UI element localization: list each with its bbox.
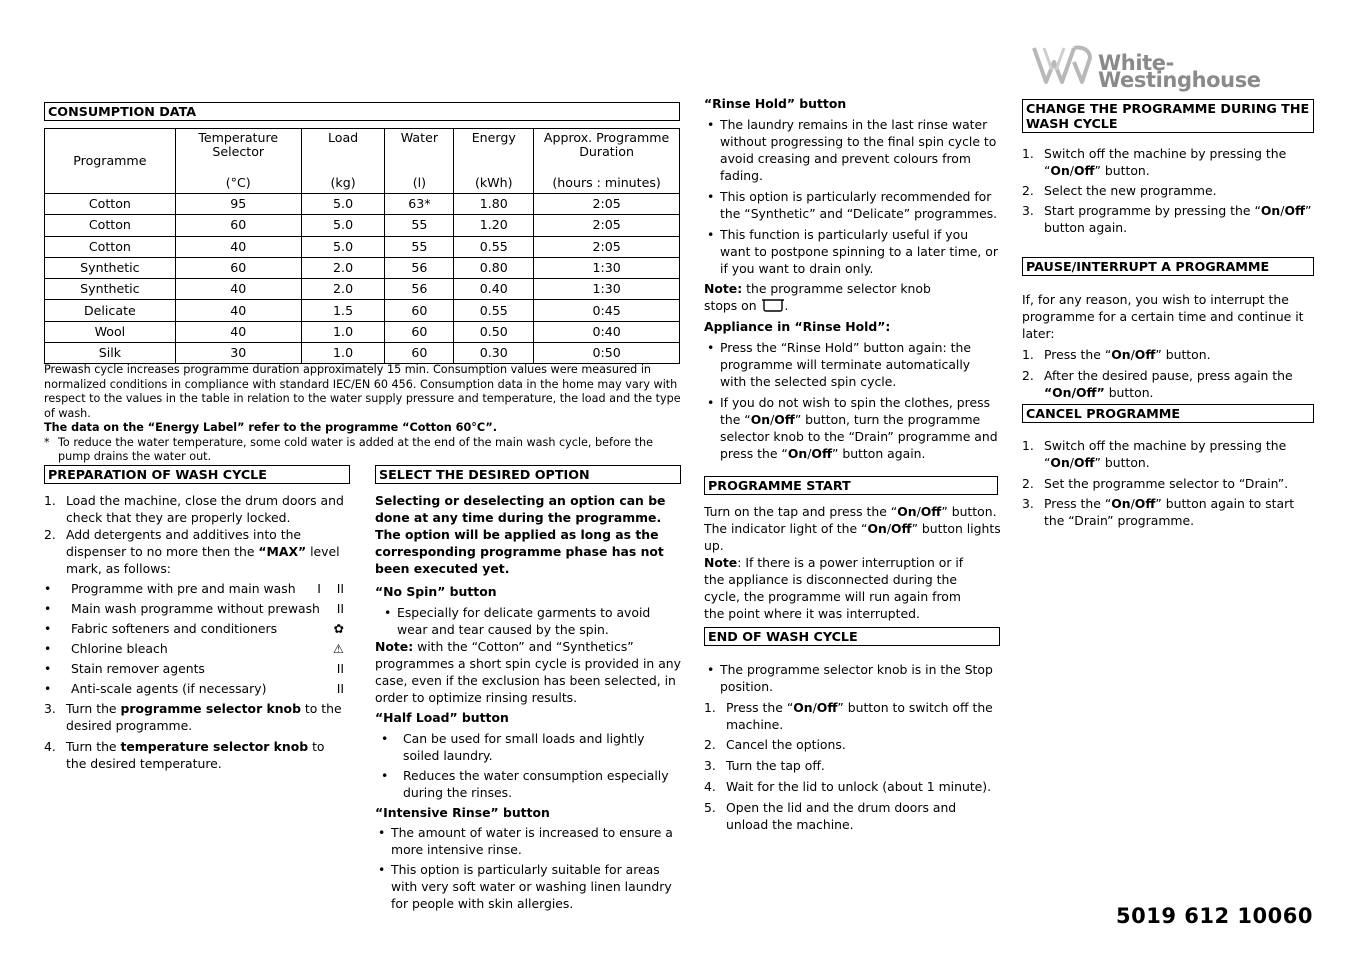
pause-section bbox=[1022, 291, 1318, 401]
table-row: Wool 40 1.0 60 0.50 0:40 bbox=[45, 321, 680, 342]
list-item: 2. Select the new programme. bbox=[1022, 183, 1217, 198]
options-section bbox=[375, 492, 681, 912]
list-item: • Chlorine bleach ⚠ bbox=[44, 641, 344, 656]
half-load-title: “Half Load” button bbox=[375, 710, 509, 725]
footnote: * To reduce the water temperature, some cold water is added at the end of the main wash cycle, before the pump drains the water out. bbox=[44, 435, 653, 463]
list-item: 1. Switch off the machine by pressing the “On/Off” button. bbox=[1022, 146, 1287, 178]
no-spin-note: Note: with the “Cotton” and “Synthetics” programmes a short spin cycle is provided in any case, even if the exclusion has been selected, in order to optimize rinsing results. bbox=[375, 639, 681, 705]
options-intro: Selecting or deselecting an option can be done at any time during the programme. The option will be applied as long as the corresponding programme phase has not been executed yet. bbox=[375, 493, 666, 576]
list-item: 5. Open the lid and the drum doors and unload the machine. bbox=[704, 800, 957, 832]
list-item: • This function is particularly useful if you want to postpone spinning to a later time, or if you want to drain only. bbox=[707, 227, 998, 276]
table-row: Cotton 95 5.0 63* 1.80 2:05 bbox=[45, 194, 680, 215]
consumption-table bbox=[44, 128, 680, 364]
list-item: 2. After the desired pause, press again the “On/Off” button. bbox=[1022, 368, 1293, 400]
compartment-2-icon: II bbox=[336, 601, 344, 616]
table-row: Cotton 60 5.0 55 1.20 2:05 bbox=[45, 215, 680, 236]
list-item: 3. Press the “On/Off” button again to start the “Drain” programme. bbox=[1022, 496, 1295, 528]
table-row: Silk 30 1.0 60 0.30 0:50 bbox=[45, 343, 680, 364]
table-row: Delicate 40 1.5 60 0.55 0:45 bbox=[45, 300, 680, 321]
change-programme-header: CHANGE THE PROGRAMME DURING THE WASH CYCLE bbox=[1022, 99, 1314, 133]
list-item: • Especially for delicate garments to avoid wear and tear caused by the spin. bbox=[384, 605, 651, 637]
list-item: 2. Set the programme selector to “Drain”. bbox=[1022, 476, 1289, 491]
list-item: • Reduces the water consumption especially during the rinses. bbox=[381, 768, 669, 800]
consumption-note: Prewash cycle increases programme duration approximately 15 min. Consumption values were measured in normalized conditions in compliance with standard IEC/EN 60 456. Consumption data in the home may vary with respect to the values in the table in relation to the water supply pressure and temperature, the load and the type of wash. bbox=[44, 363, 681, 420]
list-item: • Stain remover agents II bbox=[44, 661, 344, 676]
consumption-header: CONSUMPTION DATA bbox=[44, 102, 680, 121]
list-item: • Main wash programme without prewash II bbox=[44, 601, 344, 616]
list-item: • The laundry remains in the last rinse water without progressing to the final spin cycle to avoid creasing and prevent colours from fading. bbox=[707, 117, 997, 183]
list-item: • Can be used for small loads and lightly soiled laundry. bbox=[381, 731, 645, 763]
list-item: • Press the “Rinse Hold” button again: the programme will terminate automatically with the selected spin cycle. bbox=[707, 340, 971, 389]
end-wash-section bbox=[704, 661, 1000, 833]
list-item: 4. Turn the temperature selector knob to the desired temperature. bbox=[44, 739, 325, 771]
header-duration: Approx. Programme Duration (hours : minutes) bbox=[534, 129, 680, 194]
list-item: • This option is particularly recommended for the “Synthetic” and “Delicate” programmes. bbox=[707, 189, 998, 221]
list-item: 1. Press the “On/Off” button. bbox=[1022, 347, 1211, 362]
list-item: • This option is particularly suitable for areas with very soft water or washing linen laundry for people with skin allergies. bbox=[378, 862, 672, 911]
header-energy: Energy (kWh) bbox=[454, 129, 534, 194]
list-item: • The programme selector knob is in the Stop position. bbox=[707, 662, 993, 694]
no-spin-title: “No Spin” button bbox=[375, 584, 497, 599]
pause-intro: If, for any reason, you wish to interrupt the programme for a certain time and continue it later: bbox=[1022, 292, 1304, 341]
brand-logo bbox=[1030, 44, 1315, 92]
header-temperature: Temperature Selector (°C) bbox=[175, 129, 301, 194]
list-item: • Anti-scale agents (if necessary) II bbox=[44, 681, 344, 696]
list-item: • Fabric softeners and conditioners ✿ bbox=[44, 621, 344, 636]
table-row: Synthetic 40 2.0 56 0.40 1:30 bbox=[45, 279, 680, 300]
list-item: 2. Cancel the options. bbox=[704, 737, 846, 752]
list-item: 1. Press the “On/Off” button to switch off the machine. bbox=[704, 700, 993, 732]
brand-name: White-Westinghouse bbox=[1098, 51, 1261, 92]
preparation-section bbox=[44, 492, 344, 772]
compartment-2-icon: II bbox=[336, 661, 344, 676]
document-code: 5019 612 10060 bbox=[1116, 904, 1313, 928]
intensive-title: “Intensive Rinse” button bbox=[375, 805, 550, 820]
appliance-rinse-hold-title: Appliance in “Rinse Hold”: bbox=[704, 319, 891, 334]
list-item: • Programme with pre and main wash I II bbox=[44, 581, 344, 596]
table-row: Cotton 40 5.0 55 0.55 2:05 bbox=[45, 236, 680, 257]
cancel-section bbox=[1022, 437, 1314, 529]
list-item: • The amount of water is increased to ensure a more intensive rinse. bbox=[378, 825, 673, 857]
programme-start-section: Turn on the tap and press the “On/Off” button. The indicator light of the “On/Off” button lights up. Note: If there is a power interruption or if the appliance is disconnected during the cycle, the programme will run again from the point where it was interrupted. bbox=[704, 504, 1001, 621]
consumption-notes bbox=[44, 363, 684, 465]
list-item: 3. Turn the tap off. bbox=[704, 758, 825, 773]
bleach-triangle-icon: ⚠ bbox=[332, 641, 344, 656]
cancel-header: CANCEL PROGRAMME bbox=[1022, 404, 1314, 423]
change-programme-section bbox=[1022, 145, 1314, 236]
pause-header: PAUSE/INTERRUPT A PROGRAMME bbox=[1022, 257, 1314, 276]
energy-label-note: The data on the “Energy Label” refer to the programme “Cotton 60°C”. bbox=[44, 421, 498, 434]
rinse-hold-note: Note: the programme selector knob stops on . bbox=[704, 281, 931, 313]
list-item: 3. Turn the programme selector knob to the desired programme. bbox=[44, 701, 342, 733]
rinse-hold-title: “Rinse Hold” button bbox=[704, 96, 847, 111]
list-item: 1. Load the machine, close the drum doors and check that they are properly locked. bbox=[44, 493, 344, 525]
header-load: Load (kg) bbox=[301, 129, 385, 194]
list-item: 3. Start programme by pressing the “On/Off” button again. bbox=[1022, 203, 1312, 235]
rinse-hold-section bbox=[704, 95, 1000, 462]
list-item: 4. Wait for the lid to unlock (about 1 minute). bbox=[704, 779, 992, 794]
end-wash-header: END OF WASH CYCLE bbox=[704, 627, 1000, 646]
preparation-header: PREPARATION OF WASH CYCLE bbox=[44, 465, 350, 484]
list-item: • If you do not wish to spin the clothes, press the “On/Off” button, turn the programme selector knob to the “Drain” programme and press the “On/Off” button again. bbox=[707, 395, 998, 461]
compartment-2-icon: II bbox=[336, 681, 344, 696]
header-programme: Programme bbox=[45, 129, 176, 194]
softener-flower-icon: ✿ bbox=[333, 621, 344, 636]
header-water: Water (l) bbox=[385, 129, 454, 194]
programme-start-header: PROGRAMME START bbox=[704, 476, 998, 495]
tub-icon bbox=[761, 298, 785, 312]
table-row: Synthetic 60 2.0 56 0.80 1:30 bbox=[45, 257, 680, 278]
ww-logo-icon bbox=[1030, 44, 1094, 86]
options-header: SELECT THE DESIRED OPTION bbox=[375, 465, 681, 484]
compartment-1-2-icon: I II bbox=[317, 581, 344, 596]
list-item: 1. Switch off the machine by pressing the “On/Off” button. bbox=[1022, 438, 1287, 470]
list-item: 2. Add detergents and additives into the dispenser to no more then the “MAX” level mark, as follows: bbox=[44, 527, 340, 576]
